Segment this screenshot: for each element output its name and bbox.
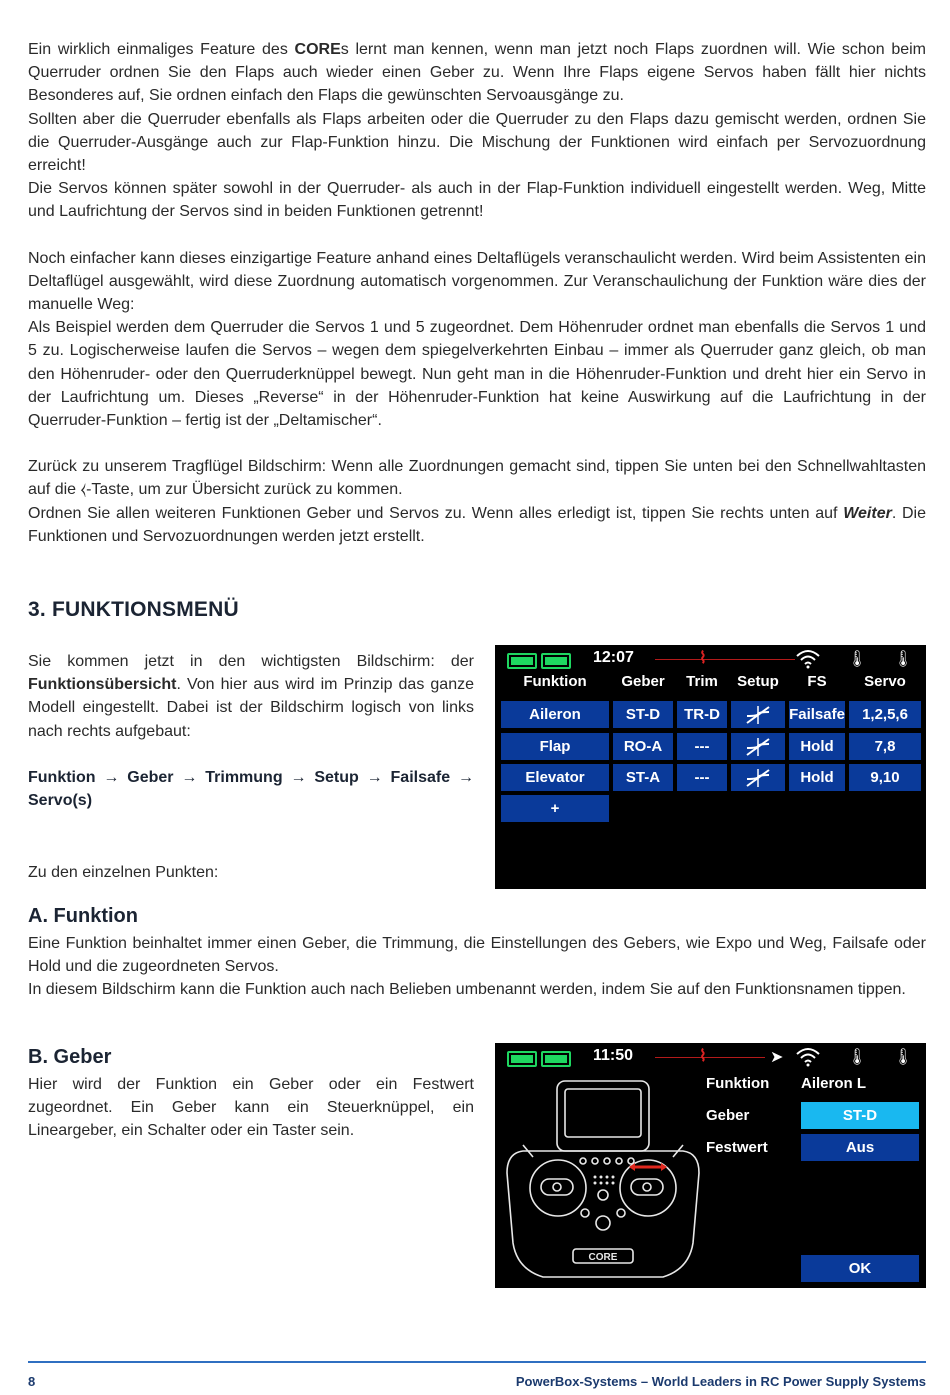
geber-cell[interactable]: ST-A — [613, 764, 673, 791]
intro-paragraph-4: Noch einfacher kann dieses einzigartige Feature anhand eines Deltaflügels veranschaulicht werden. Wird beim Assistenten ein Deltaflügel ausgewählt, wird diese Zuordnung automatisch vorgenommen. Zur Veranschaulichung der Funktion wäre dies der manuelle Weg: — [28, 249, 926, 314]
festwert-label: Festwert — [706, 1139, 768, 1156]
geber-label: Geber — [706, 1107, 750, 1124]
wifi-icon — [795, 1047, 821, 1072]
arrow-right-icon: → — [173, 768, 206, 786]
servo-cell[interactable]: 9,10 — [849, 764, 921, 791]
section3-text — [28, 650, 474, 812]
page-number: 8 — [28, 1374, 36, 1389]
flow-sequence — [28, 766, 474, 812]
signal-spike-icon: ⌇ — [699, 1048, 707, 1065]
ok-button[interactable]: OK — [801, 1255, 919, 1282]
failsafe-cell[interactable]: Hold — [789, 764, 845, 791]
footer-divider — [28, 1361, 926, 1363]
funktion-label: Funktion — [706, 1075, 770, 1092]
intro-paragraph-6: Zurück zu unserem Tragflügel Bildschirm: Wenn alle Zuordnungen gemacht sind, tippen Sie unten bei den Schnellwahltasten auf die ⧼-Taste, um zur Übersicht zurück zu kommen. — [28, 458, 926, 499]
section-a-text — [28, 932, 926, 1002]
geber-value-button[interactable]: ST-D — [801, 1102, 919, 1129]
arrow-right-icon: → — [95, 768, 128, 786]
temperature-icon: 🌡 — [847, 1049, 868, 1066]
battery-icon-2 — [541, 653, 571, 669]
status-bar — [495, 645, 926, 673]
servo-cell[interactable]: 7,8 — [849, 733, 921, 760]
temperature-icon-2: 🌡 — [893, 1049, 914, 1066]
setup-curve-icon[interactable] — [731, 701, 785, 728]
zu-den-text: Zu den einzelnen Punkten: — [28, 864, 219, 881]
flow-step: Geber — [127, 768, 174, 786]
temperature-icon-2: 🌡 — [893, 651, 914, 668]
footer-tagline: PowerBox-Systems – World Leaders in RC Power Supply Systems — [515, 1374, 926, 1389]
section-a-paragraph-1: Eine Funktion beinhaltet immer einen Geber, die Trimmung, die Einstellungen des Gebers, wie Expo und Weg, Failsafe oder Hold und die zugeordneten Servos. — [28, 935, 926, 976]
section-a-paragraph-2: In diesem Bildschirm kann die Funktion auch nach Belieben umbenannt werden, indem Sie auf den Funktionsnamen tippen. — [28, 981, 906, 999]
header-geber: Geber — [621, 673, 665, 690]
geber-cell[interactable]: ST-D — [613, 701, 673, 728]
function-overview-screen — [495, 645, 926, 889]
geber-cell[interactable]: RO-A — [613, 733, 673, 760]
section-title: 3. FUNKTIONSMENÜ — [28, 598, 239, 621]
signal-line — [655, 1057, 765, 1058]
arrow-right-icon: → — [358, 768, 391, 786]
funktion-value[interactable]: Aileron L — [801, 1075, 867, 1092]
festwert-value-button[interactable]: Aus — [801, 1134, 919, 1161]
battery-icon — [507, 653, 537, 669]
servo-cell[interactable]: 1,2,5,6 — [849, 701, 921, 728]
header-setup: Setup — [737, 673, 779, 690]
signal-line — [655, 659, 795, 660]
navigation-arrow-icon: ➤ — [770, 1049, 784, 1066]
signal-spike-icon: ⌇ — [699, 650, 707, 667]
trim-cell[interactable]: TR-D — [677, 701, 727, 728]
function-name-cell[interactable]: Flap — [501, 733, 609, 760]
flow-step: Servo(s) — [28, 792, 93, 810]
intro-paragraph-7: Ordnen Sie allen weiteren Funktionen Geber und Servos zu. Wenn alles erledigt ist, tippen Sie rechts unten auf Weiter. Die Funktionen und Servozuordnungen werden jetzt erstellt. — [28, 504, 926, 545]
section-b-title: B. Geber — [28, 1046, 112, 1068]
failsafe-cell[interactable]: Failsafe — [789, 701, 845, 728]
trim-cell[interactable]: --- — [677, 733, 727, 760]
function-name-cell[interactable]: Elevator — [501, 764, 609, 791]
battery-icon-2 — [541, 1051, 571, 1067]
transmitter-illustration-icon — [503, 1073, 703, 1285]
header-servo: Servo — [864, 673, 906, 690]
svg-text:CORE: CORE — [588, 1252, 618, 1263]
intro-paragraph-1: Ein wirklich einmaliges Feature des COREs lernt man kennen, wenn man jetzt noch Flaps zuordnen will. Wie schon beim Querruder ordnen Sie den Flaps auch wieder einen Geber zu. Wenn Ihre Flaps eigene Servos haben fällt hier nichts Besonderes auf, Sie ordnen einfach den Flaps die gewünschten Servoausgänge zu. — [28, 41, 927, 105]
flow-step: Setup — [314, 768, 359, 786]
flow-step: Funktion — [28, 768, 96, 786]
flow-step: Trimmung — [205, 768, 283, 786]
wifi-icon — [795, 649, 821, 674]
setup-curve-icon[interactable] — [731, 764, 785, 791]
header-funktion: Funktion — [523, 673, 587, 690]
battery-icon — [507, 1051, 537, 1067]
status-bar-2 — [495, 1043, 926, 1071]
intro-text — [28, 38, 926, 548]
section3-paragraph: Sie kommen jetzt in den wichtigsten Bildschirm: der Funktionsübersicht. Von hier aus wird im Prinzip das ganze Modell eingestellt. Dabei ist der Bildschirm logisch von links nach rechts aufgebaut: — [28, 653, 474, 740]
section-b-text: Hier wird der Funktion ein Geber oder ein Festwert zugeordnet. Ein Geber kann ein Steuerknüppel, ein Lineargeber, ein Schalter oder ein Taster sein. — [28, 1076, 474, 1140]
geber-screen — [495, 1043, 926, 1288]
intro-paragraph-2: Sollten aber die Querruder ebenfalls als Flaps arbeiten oder die Querruder zu den Flaps dazu gemischt werden, ordnen Sie die Querruder-Ausgänge auch zur Flap-Funktion hinzu. Die Mischung der Funktionen wird einfach per Servozuordnung erreicht! — [28, 110, 926, 175]
flow-step: Failsafe — [390, 768, 451, 786]
clock: 12:07 — [593, 649, 634, 666]
header-fs: FS — [807, 673, 827, 690]
add-function-button[interactable]: + — [501, 795, 609, 822]
trim-cell[interactable]: --- — [677, 764, 727, 791]
function-name-cell[interactable]: Aileron — [501, 701, 609, 728]
intro-paragraph-3: Die Servos können später sowohl in der Querruder- als auch in der Flap-Funktion individuell eingestellt werden. Weg, Mitte und Laufrichtung der Servos sind in beiden Funktionen getrennt! — [28, 180, 926, 221]
temperature-icon: 🌡 — [847, 651, 868, 668]
section-a-title: A. Funktion — [28, 905, 138, 927]
arrow-right-icon: → — [450, 768, 474, 786]
intro-paragraph-5: Als Beispiel werden dem Querruder die Servos 1 und 5 zugeordnet. Dem Höhenruder ordnet man ebenfalls die Servos 1 und 5 zu. Logischerweise laufen die Servos – wegen dem spiegelverkehrten Einbau – immer als Querruder ganz gleich, ob man den Höhenruder- oder den Querruderknüppel bewegt. Nun geht man in die Höhenruder-Funktion und dreht hier ein Servo in der Laufrichtung um. Dieses „Reverse“ in der Höhenruder-Funktion hat keine Auswirkung auf die Laufrichtung in der Querruder-Funktion – fertig ist der „Deltamischer“. — [28, 319, 926, 430]
failsafe-cell[interactable]: Hold — [789, 733, 845, 760]
setup-curve-icon[interactable] — [731, 733, 785, 760]
header-trim: Trim — [686, 673, 718, 690]
clock: 11:50 — [593, 1047, 634, 1064]
arrow-right-icon: → — [282, 768, 315, 786]
